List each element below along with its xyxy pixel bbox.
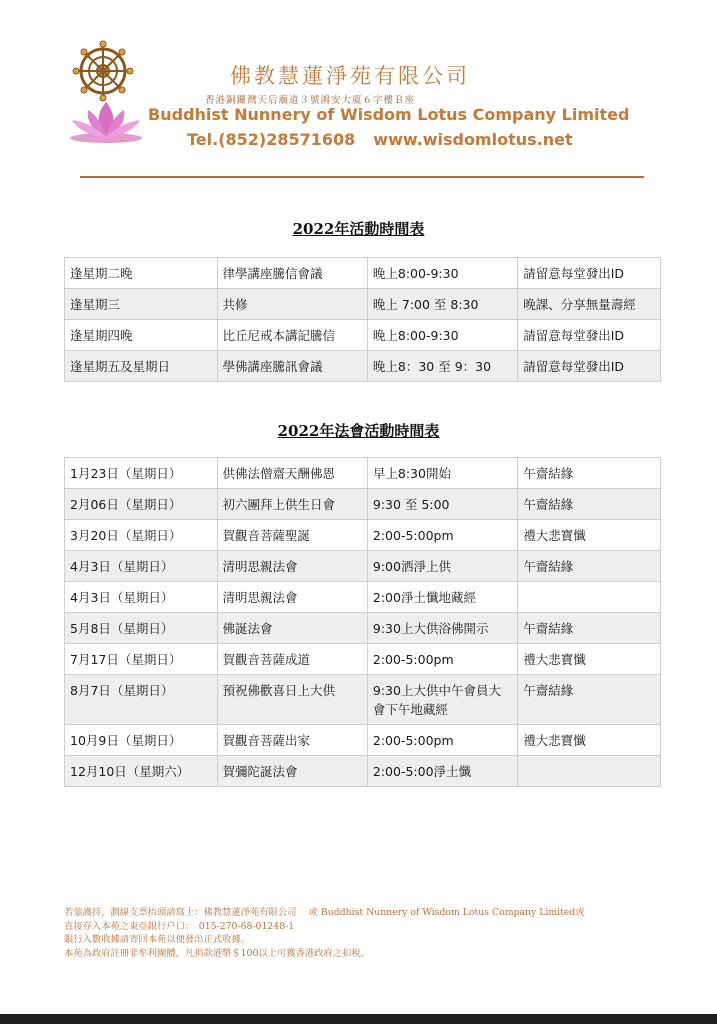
table-cell: 7月17日（星期日） (65, 644, 218, 675)
table-cell: 午齋結緣 (518, 551, 661, 582)
table-cell: 2:00-5:00pm (367, 520, 517, 551)
org-name-chinese: 佛教慧蓮淨苑有限公司 (230, 64, 470, 88)
table-cell: 2:00-5:00pm (367, 644, 517, 675)
table-cell: 早上8:30開始 (367, 458, 517, 489)
footer-line: 直接存入本苑之東亞銀行户口： 015-270-68-01248-1 (64, 920, 295, 932)
telephone: Tel.(852)28571608 (187, 130, 356, 149)
activities-title: 2022年活動時間表 (292, 220, 425, 238)
table-row (65, 258, 661, 289)
table-row (65, 289, 661, 320)
footer-line: 銀行入數收據請寄回本苑以便發出正式收據。 (64, 934, 250, 945)
table-row (65, 320, 661, 351)
table-cell: 逢星期二晚 (65, 258, 218, 289)
table-cell: 逢星期五及星期日 (65, 351, 218, 382)
table-cell: 晚課、分享無量壽經 (518, 289, 661, 320)
table-cell: 晚上8：30 至 9：30 (367, 351, 517, 382)
table-cell: 9:30上大供中午會員大會下午地藏經 (367, 675, 517, 725)
table-cell: 逢星期三 (65, 289, 218, 320)
table-row (65, 520, 661, 551)
table-cell: 9:30 至 5:00 (367, 489, 517, 520)
table-cell: 清明思親法會 (217, 582, 367, 613)
table-cell: 佛誕法會 (217, 613, 367, 644)
lotus-flower-icon (66, 98, 146, 144)
table-cell: 晚上 7:00 至 8:30 (367, 289, 517, 320)
table-cell: 午齋結緣 (518, 458, 661, 489)
contact-line (187, 130, 573, 149)
table-row (65, 489, 661, 520)
activities-table (64, 257, 661, 382)
bottom-bar (0, 1014, 717, 1024)
letterhead (0, 0, 717, 190)
table-cell: 請留意每堂發出ID (518, 320, 661, 351)
table-row (65, 351, 661, 382)
footer-line: 本苑為政府註冊非牟利團體，凡捐款港幣＄100以上可獲香港政府之扣稅。 (64, 947, 370, 959)
table-cell: 12月10日（星期六） (65, 756, 218, 787)
table-cell: 清明思親法會 (217, 551, 367, 582)
table-cell: 賀觀音菩薩成道 (217, 644, 367, 675)
table-cell: 3月20日（星期日） (65, 520, 218, 551)
table-cell: 初六團拜上供生日會 (217, 489, 367, 520)
table-cell: 4月3日（星期日） (65, 551, 218, 582)
ceremonies-title: 2022年法會活動時間表 (277, 422, 440, 440)
table-cell: 賀觀音菩薩聖誕 (217, 520, 367, 551)
dharma-wheel-icon (72, 40, 134, 102)
footer-line: 若蒙護持，劃線支票抬頭請寫上：佛教慧蓮淨苑有限公司 或 Buddhist Nunnery of Wisdom Lotus Company Limited或 (64, 907, 585, 918)
table-cell: 供佛法僧齋天酬佛恩 (217, 458, 367, 489)
table-cell: 午齋結緣 (518, 613, 661, 644)
table-cell: 晚上8:00-9:30 (367, 320, 517, 351)
donation-notes (64, 906, 664, 960)
table-cell: 律學講座騰信會議 (217, 258, 367, 289)
table-row (65, 675, 661, 725)
table-cell: 10月9日（星期日） (65, 725, 218, 756)
table-cell: 禮大悲寶懺 (518, 644, 661, 675)
table-cell: 2:00淨土懺地藏經 (367, 582, 517, 613)
table-row (65, 725, 661, 756)
table-cell: 4月3日（星期日） (65, 582, 218, 613)
header-divider (80, 176, 644, 178)
table-cell: 1月23日（星期日） (65, 458, 218, 489)
table-cell: 預祝佛歡喜日上大供 (217, 675, 367, 725)
table-cell: 禮大悲寶懺 (518, 520, 661, 551)
table-row (65, 458, 661, 489)
website-link[interactable]: www.wisdomlotus.net (373, 130, 573, 149)
org-address: 香港銅鑼灣天后廟道３號鴻安大廈６字樓Ｂ座 (205, 95, 416, 106)
table-cell (518, 582, 661, 613)
table-cell: 賀觀音菩薩出家 (217, 725, 367, 756)
table-cell: 學佛講座騰訊會議 (217, 351, 367, 382)
table-cell: 午齋結緣 (518, 675, 661, 725)
table-cell: 逢星期四晚 (65, 320, 218, 351)
table-cell: 9:30上大供浴佛開示 (367, 613, 517, 644)
table-cell: 晚上8:00-9:30 (367, 258, 517, 289)
table-row (65, 613, 661, 644)
org-name-english: Buddhist Nunnery of Wisdom Lotus Company Limited (148, 105, 630, 124)
table-cell: 5月8日（星期日） (65, 613, 218, 644)
table-row (65, 551, 661, 582)
table-row (65, 582, 661, 613)
table-cell: 8月7日（星期日） (65, 675, 218, 725)
table-cell: 9:00洒淨上供 (367, 551, 517, 582)
table-row (65, 756, 661, 787)
table-cell: 請留意每堂發出ID (518, 258, 661, 289)
table-cell: 2月06日（星期日） (65, 489, 218, 520)
table-cell: 午齋結緣 (518, 489, 661, 520)
table-cell: 比丘尼戒本講記騰信 (217, 320, 367, 351)
table-cell: 共修 (217, 289, 367, 320)
ceremonies-table (64, 457, 661, 787)
table-cell: 禮大悲寶懺 (518, 725, 661, 756)
table-cell (518, 756, 661, 787)
table-cell: 2:00-5:00淨土懺 (367, 756, 517, 787)
table-cell: 2:00-5:00pm (367, 725, 517, 756)
table-cell: 賀彌陀誕法會 (217, 756, 367, 787)
table-row (65, 644, 661, 675)
table-cell: 請留意每堂發出ID (518, 351, 661, 382)
